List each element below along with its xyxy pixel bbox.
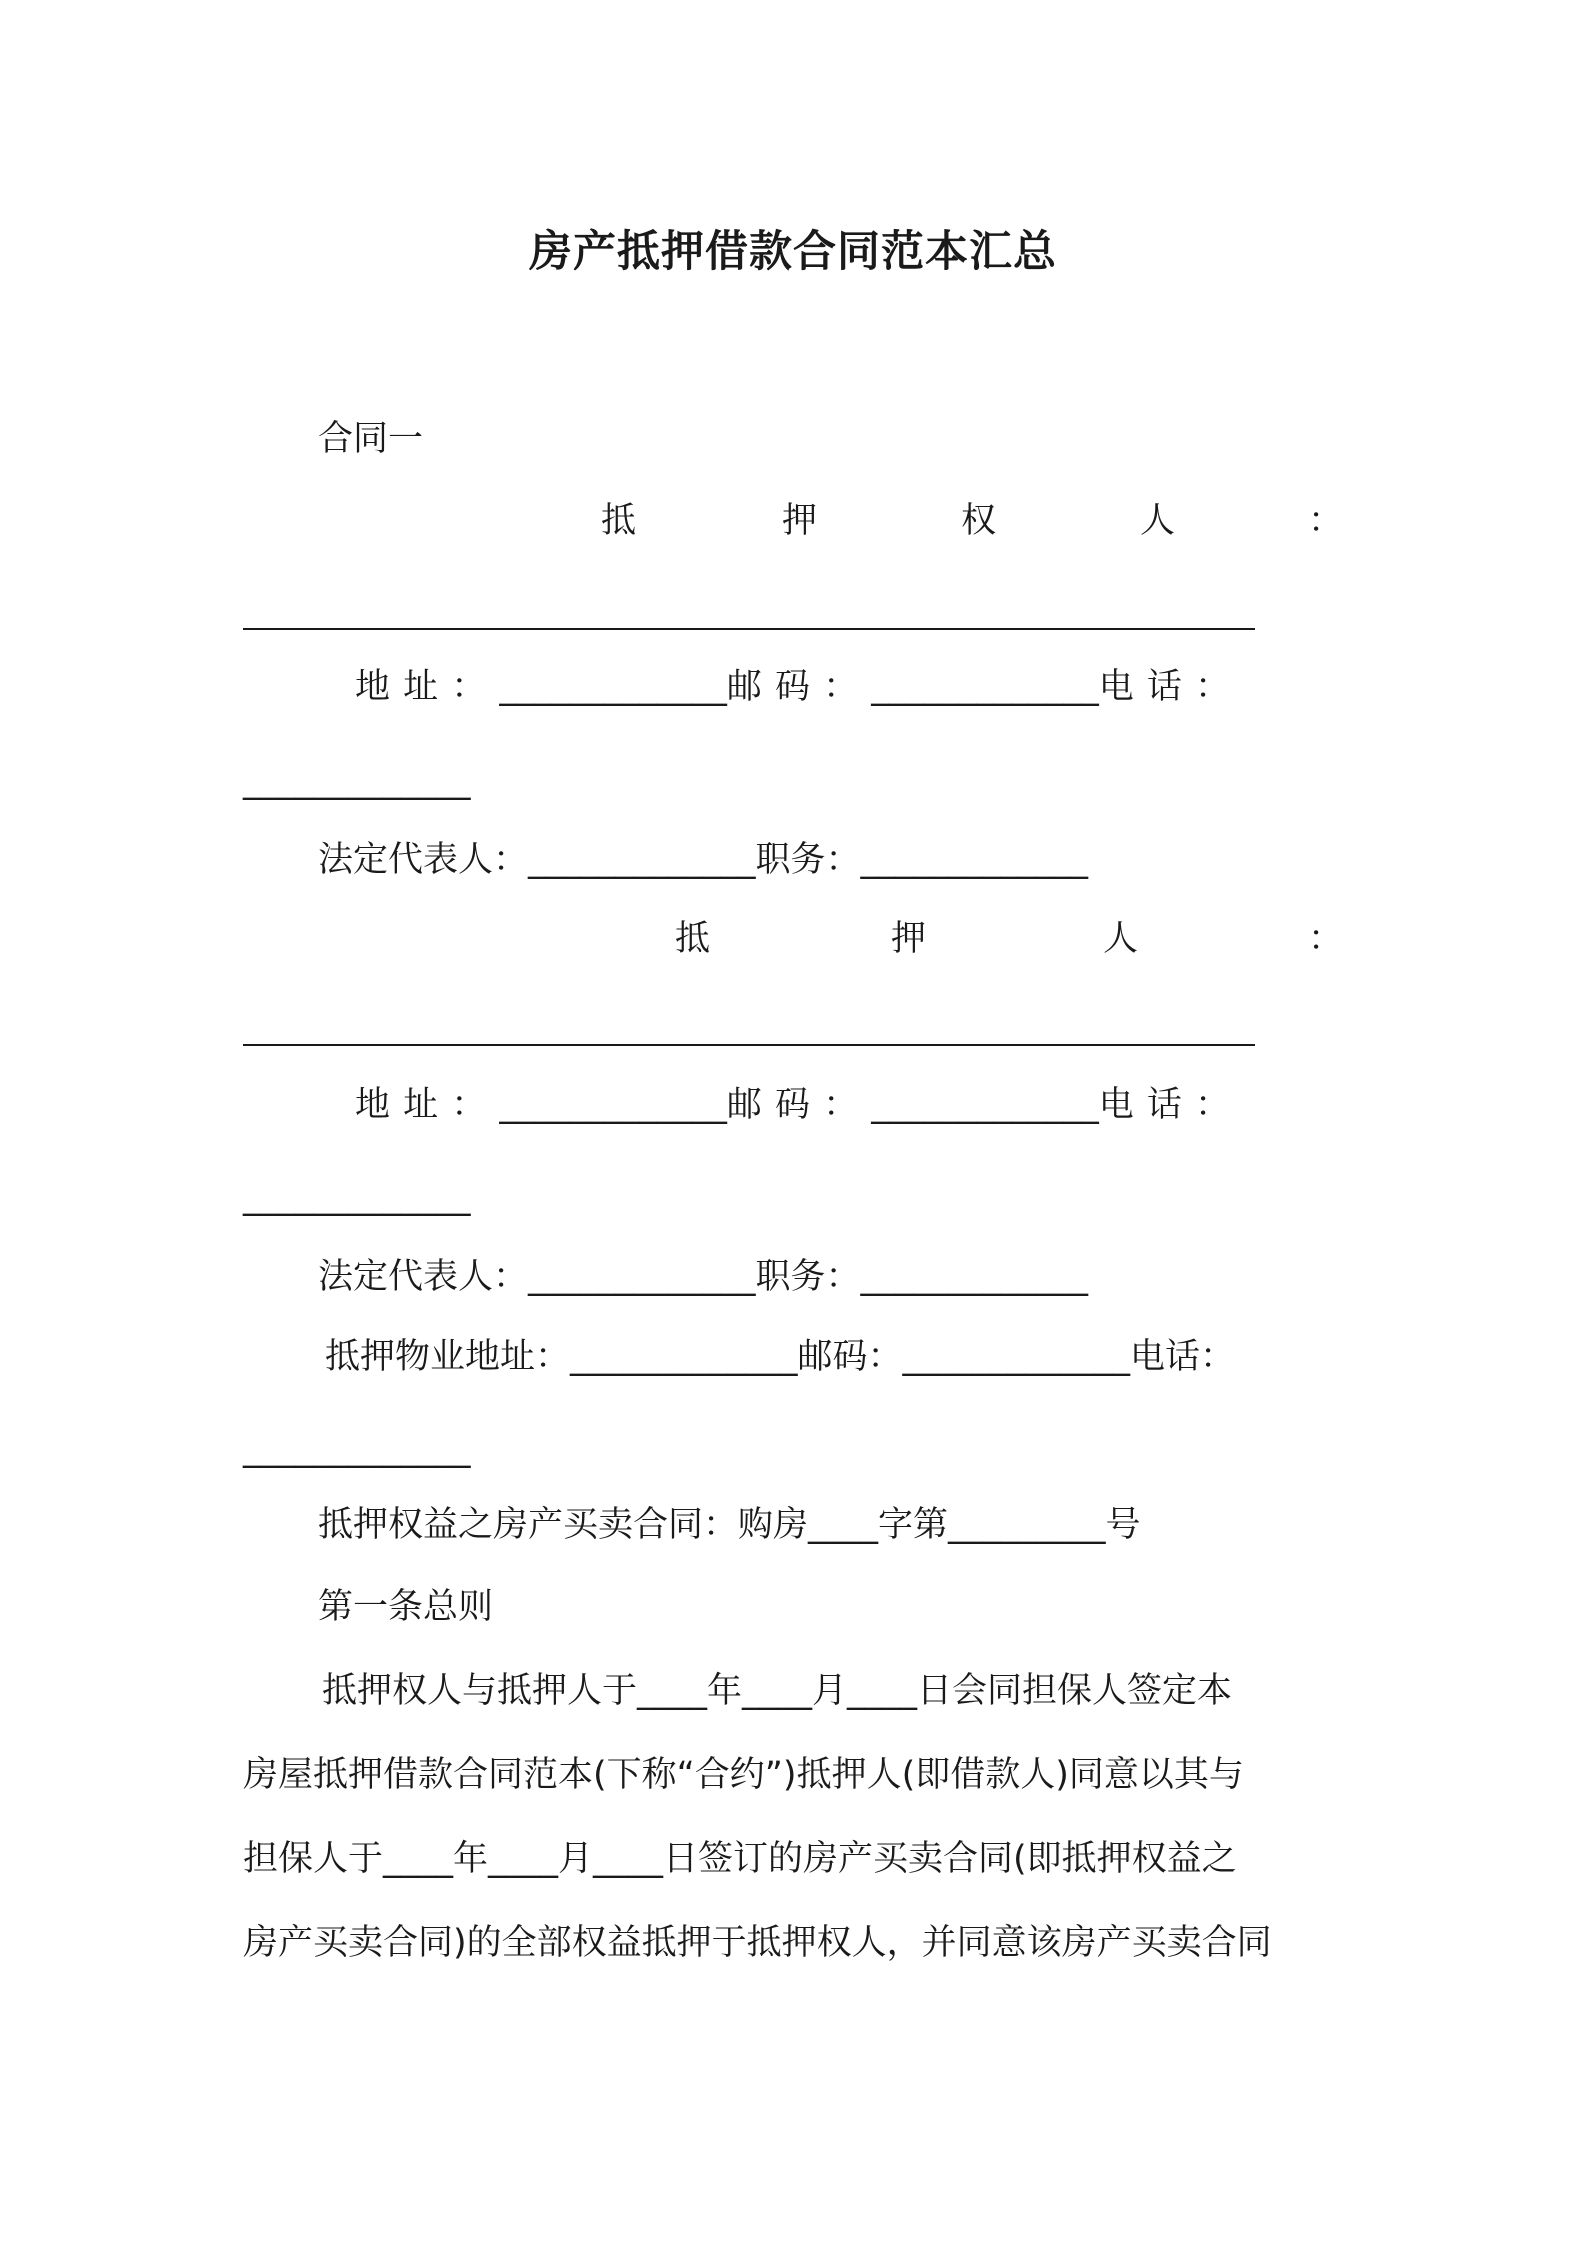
- mortgagor-label-char: ：: [1308, 919, 1344, 959]
- mortgagee-label-char: 抵: [601, 501, 637, 541]
- contract-heading: 合同一: [318, 419, 424, 459]
- paragraph-line: 抵押权人与抵押人于____年____月____日会同担保人签定本: [322, 1671, 1233, 1711]
- mortgagor-label-char: 抵: [675, 919, 711, 959]
- mortgagee-name-blank: [243, 628, 1255, 630]
- purchase-contract-row: 抵押权益之房产买卖合同：购房____字第_________号: [318, 1505, 1141, 1545]
- mortgagor-name-blank: [243, 1044, 1255, 1046]
- property-phone-blank: _____________: [243, 1429, 471, 1469]
- mortgagee-phone-blank: _____________: [243, 761, 471, 801]
- mortgagee-label-char: ：: [1308, 501, 1344, 541]
- mortgagor-address-row: 地 址 ： _____________邮 码 ： _____________电 话 ：: [355, 1085, 1231, 1125]
- mortgagee-address-row: 地 址 ： _____________邮 码 ： _____________电 话 ：: [355, 667, 1231, 707]
- mortgagee-label-char: 押: [782, 501, 818, 541]
- article-heading: 第一条总则: [318, 1587, 494, 1627]
- paragraph-line: 房产买卖合同)的全部权益抵押于抵押权人，并同意该房产买卖合同: [243, 1923, 1272, 1963]
- mortgagee-representative-row: 法定代表人：_____________职务：_____________: [318, 840, 1089, 880]
- mortgagee-label-char: 人: [1140, 501, 1176, 541]
- paragraph-line: 担保人于____年____月____日签订的房产买卖合同(即抵押权益之: [243, 1839, 1237, 1879]
- mortgagor-representative-row: 法定代表人：_____________职务：_____________: [318, 1257, 1089, 1297]
- mortgagor-label-char: 押: [891, 919, 927, 959]
- mortgagee-label-char: 权: [961, 501, 997, 541]
- paragraph-line: 房屋抵押借款合同范本(下称“合约”)抵押人(即借款人)同意以其与: [243, 1755, 1244, 1795]
- property-address-row: 抵押物业地址：_____________邮码：_____________电话：: [325, 1337, 1236, 1377]
- document-title: 房产抵押借款合同范本汇总: [529, 227, 1057, 277]
- mortgagor-phone-blank: _____________: [243, 1177, 471, 1217]
- mortgagor-label-char: 人: [1103, 919, 1139, 959]
